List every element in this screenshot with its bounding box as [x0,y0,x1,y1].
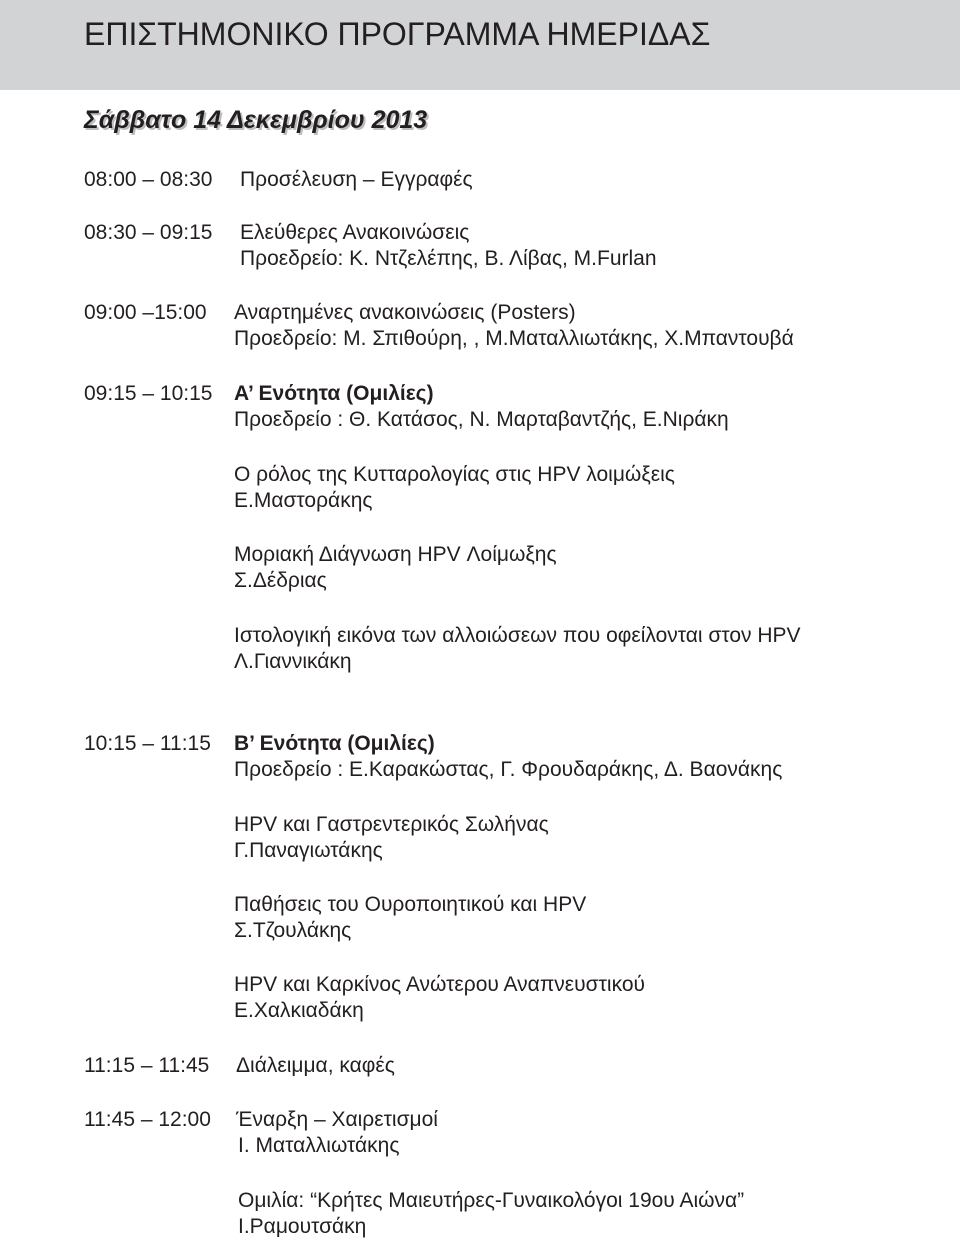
schedule-title: Διάλειμμα, καφές [236,1054,395,1077]
talk-speaker: Ε.Χαλκιαδάκη [234,999,364,1022]
page-title: ΕΠΙΣΤΗΜΟΝΙΚΟ ΠΡΟΓΡΑΜΜΑ ΗΜΕΡΙΔΑΣ [84,16,711,52]
schedule-time: 10:15 – 11:15 [84,732,211,755]
talk-speaker: Ι.Ραμουτσάκη [238,1215,367,1238]
schedule-chairs: Προεδρείο: Κ. Ντζελέπης, Β. Λίβας, Μ.Furlan [240,247,657,270]
session-title: Α’ Ενότητα (Ομιλίες) [234,382,434,405]
schedule-chairs: Προεδρείο : Ε.Καρακώστας, Γ. Φρουδαράκης, Δ. Βαονάκης [234,758,783,781]
schedule-title: Έναρξη – Χαιρετισμοί [236,1108,438,1131]
schedule-title: Ελεύθερες Ανακοινώσεις [240,221,470,244]
schedule-chairs: Προεδρείο: Μ. Σπιθούρη, , Μ.Ματαλλιωτάκης, Χ.Μπαντουβά [234,327,794,350]
schedule-chairs: Ι. Ματαλλιωτάκης [238,1134,400,1157]
talk-speaker: Σ.Τζουλάκης [234,919,352,942]
talk-title: HPV και Γαστρεντερικός Σωλήνας [234,813,549,836]
talk-title: Μοριακή Διάγνωση HPV Λοίμωξης [234,543,557,566]
talk-speaker: Γ.Παναγιωτάκης [234,839,383,862]
schedule-time: 08:00 – 08:30 [84,168,213,191]
header-bar [0,0,960,90]
schedule-chairs: Προεδρείο : Θ. Κατάσος, Ν. Μαρταβαντζής, Ε.Νιράκη [234,408,729,431]
talk-title: Παθήσεις του Ουροποιητικού και HPV [234,893,587,916]
schedule-time: 11:45 – 12:00 [84,1108,211,1131]
schedule-title: Αναρτημένες ανακοινώσεις (Posters) [234,301,576,324]
talk-speaker: Σ.Δέδριας [234,569,327,592]
talk-title: Ο ρόλος της Κυτταρολογίας στις HPV λοιμώξεις [234,463,675,486]
session-title: Β’ Ενότητα (Ομιλίες) [234,732,435,755]
talk-speaker: Λ.Γιαννικάκη [234,650,352,673]
schedule-time: 08:30 – 09:15 [84,221,213,244]
talk-title: Ομιλία: “Κρήτες Μαιευτήρες-Γυναικολόγοι 19ου Αιώνα” [238,1189,745,1212]
schedule-time: 09:00 –15:00 [84,301,207,324]
schedule-time: 09:15 – 10:15 [84,382,213,405]
talk-title: HPV και Καρκίνος Ανώτερου Αναπνευστικού [234,973,645,996]
program-date: Σάββατο 14 Δεκεμβρίου 2013 [84,106,428,134]
schedule-time: 11:15 – 11:45 [84,1054,210,1077]
talk-speaker: Ε.Μαστοράκης [234,489,373,512]
talk-title: Ιστολογική εικόνα των αλλοιώσεων που οφείλονται στον HPV [234,624,801,647]
schedule-title: Προσέλευση – Εγγραφές [240,168,473,191]
